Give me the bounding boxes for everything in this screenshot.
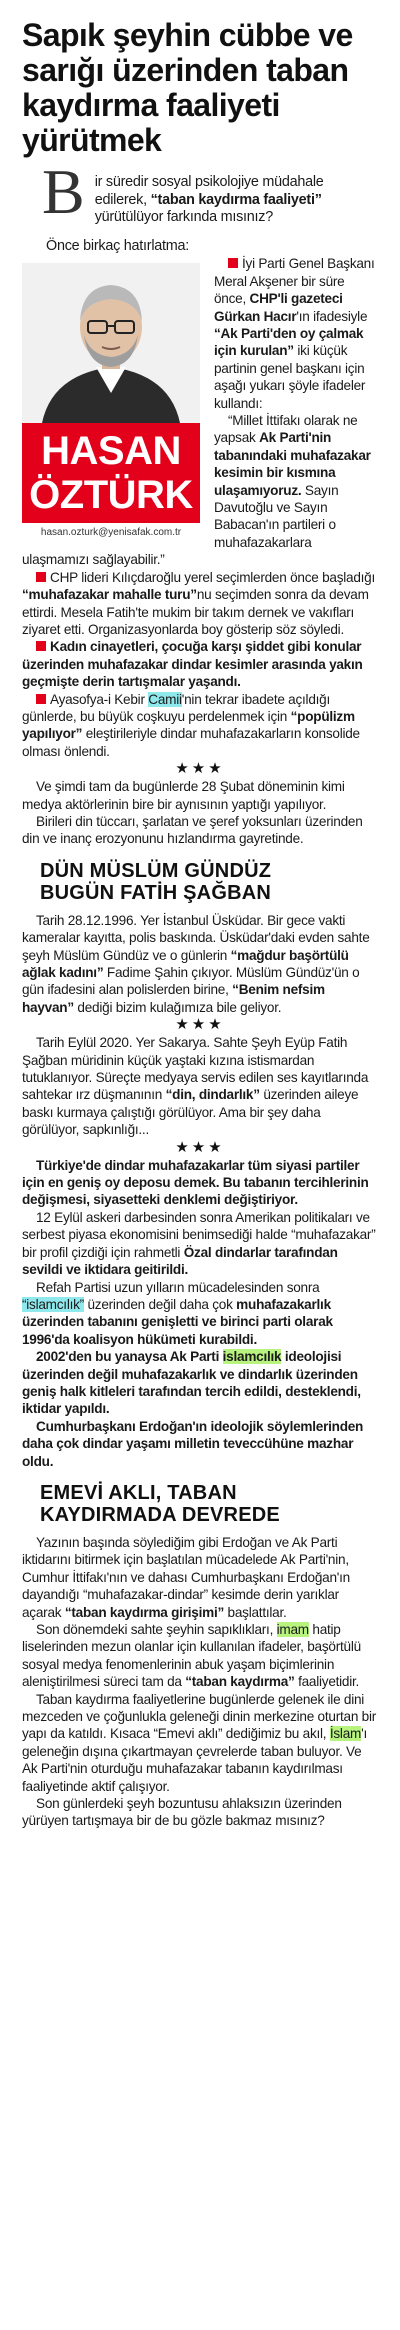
p1-text-e: iki küçük partinin genel başkanı için aşağı yukarı şöyle ifadeler kullandı: [214,343,366,411]
p16-text-d: faaliyetidir. [294,1674,360,1690]
p3-text-a: CHP lideri Kılıçdaroğlu yerel seçimlerden önce başladığı [50,569,376,585]
p3-bold-b: “muhafazakar mahalle turu” [22,587,197,603]
red-square-bullet-icon [36,641,46,651]
paragraph-8 [22,912,378,1016]
p9-bold-b: “din, dindarlık” [165,1087,260,1103]
p14-bold: Cumhurbaşkanı Erdoğan'ın ideolojik söylemlerinden daha çok dindar yaşamı milletin teveccühüne mazhar oldu. [22,1418,364,1469]
p5-text-a: Ayasofya-i Kebir [50,691,149,707]
p5-text-b: 'nin tekrar ibadete açıldığı günlerde, bu büyük coşkuyu perdelenmek için [22,691,331,724]
article-headline: Sapık şeyhin cübbe ve sarığı üzerinden taban kaydırma faaliyeti yürütmek [22,17,353,158]
p1-text-a: İyi Parti Genel Başkanı Meral Akşener bir süre önce, [214,256,375,307]
p17-text-b: 'ı geleneğin dışına çıkartmayan çevrelerde taban buluyor. Ve Ak Parti'nin oturduğu muhafazakar tabanın kaydırılması faaliyetinde aktif çalışıyor. [22,1726,367,1794]
p8-bold-d: “Benim nefsim hayvan” [22,982,325,1015]
paragraph-12 [22,1279,378,1349]
paragraph-5 [22,691,378,761]
p15-text-c: başlattılar. [224,1604,287,1620]
lead-text-1: ir süredir sosyal psikolojiye müdahale edilerek, [94,174,324,208]
p12-bold-c: muhafazakarlık üzerinden tabanını genişletti ve birinci parti olarak 1996'da koalisyon hükümeti kurabildi. [22,1296,333,1347]
paragraph-18: Son günlerdeki şeyh bozuntusu ahlaksızın üzerinden yürüyen tartışmaya bir de bu gözle bakmaz mısınız? [22,1796,342,1829]
paragraph-14 [22,1418,378,1470]
p15-bold-b: “taban kaydırma girişimi” [64,1604,225,1620]
p8-text-e: dediği bizim kulağımıza bile geliyor. [73,999,282,1015]
p5-highlight: Camii [148,691,182,707]
p1-bold-b: CHP'li gazeteci Gürkan Hacır [214,291,343,324]
paragraph-4 [22,638,378,690]
p17-text-a: Taban kaydırma faaliyetlerine bugünlerde gelenek ile dini mezceden ve çoğunlukla geleneği dinin merkezine oturtan bir yapı da katıldı. Kısaca “Emevi aklı” dediğimiz bu akıl, [22,1691,377,1742]
author-first-name: HASAN [41,429,181,474]
subheading-1 [40,860,378,904]
p16-bold-c: “taban kaydırma” [185,1674,295,1690]
p9-text-a: Tarih Eylül 2020. Yer Sakarya. Sahte Şeyh Eyüp Fatih Şağban müridinin küçük yaştaki kızına istismardan tutuklanıyor. Süreçte medyaya servis edilen ses kayıtlarında sahtekar ırz düşmanının [22,1035,369,1103]
paragraph-11 [22,1209,378,1279]
p13-highlight: islamcılık [222,1349,282,1365]
subheading-2 [40,1482,378,1526]
p11-text-a: 12 Eylül askeri darbesinden sonra Amerikan politikaları ve serbest piyasa ekonomisini benimsediği halde “muhafazakar” bir profil çizdiği için rahmetli [22,1209,376,1260]
p17-highlight: İslam [329,1726,362,1742]
p12-text-b: üzerinden değil daha çok [83,1296,237,1312]
subheading-1-line-1: DÜN MÜSLÜM GÜNDÜZ [40,859,272,882]
subheading-2-line-2: KAYDIRMADA DEVREDE [40,1503,280,1526]
paragraph-10 [22,1157,378,1209]
author-name-box [22,423,200,523]
p2-text-a: “Millet İttifakı olarak ne yapsak [214,413,358,446]
author-email: hasan.ozturk@yenisafak.com.tr [40,527,182,539]
author-photo [22,263,200,423]
p3-text-c: nu seçimden sonra da devam ettirdi. Mesela Fatih'te mukim bir takım dernek ve vakıfları ziyaret etti. Organizasyonlarda boy gösterip söz söyledi. [22,587,369,637]
three-stars-separator: ★★★ [175,1138,225,1156]
p16-highlight: imam [276,1622,309,1637]
p8-text-a: Tarih 28.12.1996. Yer İstanbul Üsküdar. Bir gece vakti kameralar kayıtta, polis baskında. Üsküdar'daki evden sahte şeyh Müslüm Gündüz ve o günlerin [22,912,370,963]
p5-bold-c: “popülizm yapılıyor” [22,708,355,742]
lead-block [22,156,378,255]
author-card [22,263,200,538]
lead-text-2: yürütülüyor farkında mısınız? [94,209,273,226]
paragraph-7: Birileri din tüccarı, şarlatan ve şeref yoksunları üzerinden din ve inanç erozyonunu hızlandırma gayretinde. [22,813,363,847]
subheading-2-line-1: EMEVİ AKLI, TABAN [40,1481,237,1504]
p1-text-c: 'ın ifadesiyle [296,308,368,324]
paragraph-17 [22,1691,378,1795]
p8-bold-b: “mağdur başörtülü ağlak kadını” [22,947,349,980]
subheading-1-line-2: BUGÜN FATİH ŞAĞBAN [40,881,272,904]
lead-bold: “taban kaydırma faaliyeti” [150,191,322,208]
p4-bold-b: Kadın cinayetleri, çocuğa karşı şiddet gibi konular üzerinden muhafazakar dindar kesimler arasında yakın geçmişte derin tartışmalar yaşandı. [22,639,363,690]
p16-text-a: Son dönemdeki sahte şeyhin sapıklıkları, [36,1622,277,1637]
p10-bold: Türkiye'de dindar muhafazakarlar tüm siyasi partiler için en geniş oy deposu demek. Bu tabanın tercihlerinin değişmesi, siyasetteki denklemi değiştiriyor. [22,1157,369,1208]
p13-bold-a: 2002'den bu yanaysa Ak Parti [36,1349,223,1365]
paragraph-9 [22,1034,378,1138]
p5-text-d: eleştirileriyle dindar muhafazakarların konsolide olması önlendi. [22,726,360,759]
red-square-bullet-icon [36,694,46,704]
paragraph-16 [22,1621,378,1691]
paragraph-3 [22,569,378,639]
paragraph-15 [22,1534,378,1621]
three-stars-separator: ★★★ [175,1016,225,1034]
paragraph-6: Ve şimdi tam da bugünlerde 28 Şubat döneminin kimi medya aktörlerinin bire bir aynısının yaptığı yapılıyor. [22,779,345,812]
p8-text-c: Fadime Şahin çıkıyor. Müslüm Gündüz'ün o gün ifadesini alan polislerden birine, [22,965,360,998]
p16-text-b: hatip liselerinden mezun olanlar için kullanılan ifadeler, başörtülü sosyal medya fenomenlerinin abuk yaşam biçimlerinin aleniştirilmesi süreci tam da [22,1622,361,1690]
p12-highlight: “islamcılık” [22,1296,84,1312]
p13-bold-b: ideolojisi üzerinden değil muhafazakarlık ve dindarlık üzerinden geniş halk kitleleri tarafından tercih edildi, desteklendi, iktidar yapıldı. [22,1349,361,1417]
author-portrait-icon [22,263,200,423]
three-stars-separator: ★★★ [175,760,225,778]
p1-bold-d: “Ak Parti'den oy çalmak için kurulan” [214,326,364,359]
p2-bold-b: Ak Parti'nin tabanındaki muhafazakar kesimin bir kısmına ulaşamıyoruz. [214,430,371,498]
article-body [22,255,378,1830]
p2-text-c: Sayın Davutoğlu ve Sayın Babacan'ın partileri o muhafazakarlara ulaşmamızı sağlayabilir.” [22,482,339,568]
lead-paragraph-2: Önce birkaç hatırlatma: [46,237,190,254]
drop-cap: B [42,156,85,227]
p15-text-a: Yazının başında söylediğim gibi Erdoğan ve Ak Parti iktidarını bitirmek için başlatılan mücadelede Ak Parti'nin, Cumhur İttifakı'nın ve dahası Cumhurbaşkanı Erdoğan'ın dayandığı “muhafazakar-dindar” kesimde derin yarıklar açarak [22,1534,350,1620]
red-square-bullet-icon [36,572,46,582]
paragraph-13 [22,1348,378,1418]
p9-text-c: üzerinden aileye baskı kurmaya çalıştığı görülüyor. Ama bir şey daha görülüyor, sapkınlığı... [22,1087,359,1138]
red-square-bullet-icon [228,258,238,268]
p11-bold-b: Özal dindarlar tarafından sevildi ve iktidara geitirildi. [22,1244,338,1278]
author-last-name: ÖZTÜRK [29,473,193,518]
p12-text-a: Refah Partisi uzun yılların mücadelesinden sonra [36,1279,320,1295]
